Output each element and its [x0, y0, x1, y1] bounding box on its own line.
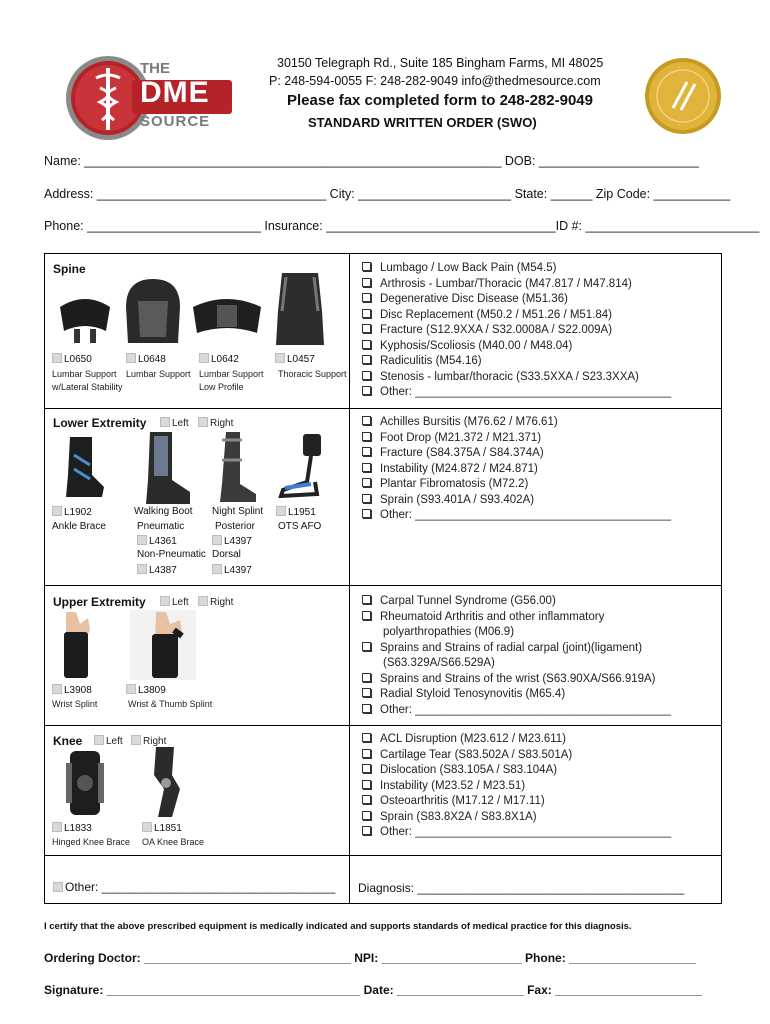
spine-diagnosis-label: Degenerative Disc Disease (M51.36): [380, 293, 568, 305]
lower-item-afo-desc: OTS AFO: [278, 521, 322, 532]
oa-knee-brace-image: [142, 745, 186, 819]
spine-item-l0457[interactable]: L0457: [275, 353, 315, 365]
lower-diagnosis-item[interactable]: [362, 415, 671, 431]
accreditation-seal-icon: [643, 56, 723, 136]
spine-diagnosis-label: Fracture (S12.9XXA / S32.0008A / S22.009A): [380, 324, 613, 336]
lower-left-option[interactable]: Left: [160, 417, 189, 429]
upper-right-checkbox[interactable]: [198, 596, 208, 606]
l0642-checkbox[interactable]: [199, 353, 209, 363]
l3908-checkbox[interactable]: [52, 684, 62, 694]
lower-diagnosis-label: Instability (M24.872 / M24.871): [380, 462, 538, 475]
lower-diagnosis-item[interactable]: [362, 446, 671, 462]
diagnosis-field[interactable]: Diagnosis: ________________________________________: [358, 881, 685, 895]
spine-diagnosis-item[interactable]: [362, 261, 671, 277]
night-splint-dorsal-label: Dorsal: [212, 549, 241, 560]
upper-diagnosis-checkbox[interactable]: [362, 673, 371, 682]
knee-right-option[interactable]: Right: [131, 735, 166, 747]
lower-diagnosis-label: Sprain (S93.401A / S93.402A): [380, 493, 535, 506]
upper-extremity-title: Upper Extremity: [53, 595, 146, 609]
upper-left-option[interactable]: Left: [160, 596, 189, 608]
knee-right-checkbox[interactable]: [131, 735, 141, 745]
spine-diagnosis-label: Other: ________________________________________: [380, 386, 671, 398]
lower-diagnosis-item[interactable]: [362, 462, 671, 478]
knee-item-l1851[interactable]: L1851: [142, 822, 182, 834]
grid-divider-upper: [44, 725, 722, 726]
spine-diagnosis-label: Kyphosis/Scoliosis (M40.00 / M48.04): [380, 339, 573, 352]
knee-diagnosis-label: Osteoarthritis (M17.12 / M17.11): [380, 795, 545, 807]
spine-diagnosis-list: [362, 261, 671, 401]
spine-diagnosis-checkbox[interactable]: [362, 324, 371, 333]
knee-item-l1833-desc: Hinged Knee Brace: [52, 837, 131, 847]
spine-diagnosis-checkbox[interactable]: [362, 355, 371, 364]
knee-diagnosis-label: Cartilage Tear (S83.502A / S83.501A): [380, 748, 573, 761]
knee-diagnosis-label: Other: ________________________________________: [380, 826, 671, 838]
lower-diagnosis-list: [362, 415, 671, 524]
upper-item-l3809-desc: Wrist & Thumb Splint: [128, 699, 213, 709]
lumbar-support-lateral-image: [56, 287, 114, 345]
lower-diagnosis-label: Fracture (S84.375A / S84.374A): [380, 447, 544, 459]
upper-diagnosis-label: Rheumatoid Arthritis and other inflammatory: [380, 610, 605, 623]
spine-item-l0457-desc: Thoracic Support: [278, 369, 347, 379]
knee-diagnosis-item[interactable]: [362, 794, 671, 810]
thoracic-support-image: [272, 271, 328, 347]
grid-divider-spine: [44, 408, 722, 409]
ordering-doctor-row[interactable]: Ordering Doctor: _______________________________ NPI: _____________________ Phone: ___________________: [44, 951, 696, 965]
walking-boot-nonpneumatic-label: Non-Pneumatic: [137, 549, 206, 560]
upper-diagnosis-label: Other: ________________________________________: [380, 703, 671, 716]
spine-diagnosis-item[interactable]: [362, 308, 671, 324]
lower-item-ankle-desc: Ankle Brace: [52, 521, 106, 532]
lower-diagnosis-label: Achilles Bursitis (M76.62 / M76.61): [380, 416, 558, 428]
spine-diagnosis-label: Stenosis - lumbar/thoracic (S33.5XXA / S23.3XXA): [380, 370, 639, 383]
spine-diagnosis-item[interactable]: [362, 339, 671, 355]
signature-row[interactable]: Signature: ______________________________________ Date: ___________________ Fax: ______________________: [44, 983, 702, 997]
other-equipment-field[interactable]: Other: ___________________________________: [53, 880, 335, 894]
lower-diagnosis-label: Other: ________________________________________: [380, 509, 671, 521]
l4397-dorsal-checkbox[interactable]: [212, 564, 222, 574]
spine-diagnosis-checkbox[interactable]: [362, 309, 371, 318]
company-address: 30150 Telegraph Rd., Suite 185 Bingham Farms, MI 48025: [277, 56, 604, 70]
lower-diagnosis-label: Plantar Fibromatosis (M72.2): [380, 478, 529, 490]
upper-diagnosis-list: [362, 594, 671, 718]
company-contact: P: 248-594-0055 F: 248-282-9049 info@thedmesource.com: [269, 74, 601, 88]
lower-right-checkbox[interactable]: [198, 417, 208, 427]
lower-diagnosis-item[interactable]: [362, 493, 671, 509]
knee-diagnosis-label: Instability (M23.52 / M23.51): [380, 779, 526, 792]
lumbar-support-low-profile-image: [191, 293, 263, 341]
night-splint-image: [212, 430, 258, 504]
spine-item-l0642[interactable]: L0642: [199, 353, 239, 365]
upper-diagnosis-checkbox[interactable]: [362, 595, 371, 604]
knee-diagnosis-label: Sprain (S83.8X2A / S83.8X1A): [380, 810, 537, 823]
spine-diagnosis-item[interactable]: [362, 354, 671, 370]
knee-diagnosis-checkbox[interactable]: [362, 733, 371, 742]
knee-diagnosis-checkbox[interactable]: [362, 811, 371, 820]
night-splint-title: Night Splint: [212, 506, 264, 517]
knee-diagnosis-checkbox[interactable]: [362, 780, 371, 789]
logo-text-source: SOURCE: [140, 113, 211, 130]
lower-right-option[interactable]: Right: [198, 417, 233, 429]
knee-item-l1851-desc: OA Knee Brace: [142, 837, 205, 847]
upper-diagnosis-item[interactable]: [362, 672, 671, 688]
lower-item-l1902[interactable]: L1902: [52, 506, 92, 518]
spine-diagnosis-checkbox[interactable]: [362, 262, 371, 271]
other-checkbox[interactable]: [53, 882, 63, 892]
upper-right-option[interactable]: Right: [198, 596, 233, 608]
upper-diagnosis-item[interactable]: [362, 687, 671, 703]
spine-diagnosis-label: Disc Replacement (M50.2 / M51.26 / M51.84): [380, 308, 613, 321]
ankle-brace-image: [62, 435, 106, 499]
wrist-thumb-splint-image: [130, 610, 196, 680]
walking-boot-pneumatic-label: Pneumatic: [137, 521, 185, 532]
upper-diagnosis-label: Carpal Tunnel Syndrome (G56.00): [380, 595, 556, 607]
upper-item-l3809[interactable]: L3809: [126, 684, 166, 696]
spine-diagnosis-label: Lumbago / Low Back Pain (M54.5): [380, 262, 557, 274]
l3809-checkbox[interactable]: [126, 684, 136, 694]
upper-diagnosis-item: [362, 625, 671, 641]
upper-diagnosis-label: Radial Styloid Tenosynovitis (M65.4): [380, 688, 566, 700]
upper-item-l3908-desc: Wrist Splint: [52, 699, 98, 709]
spine-item-l0650[interactable]: L0650: [52, 353, 92, 365]
spine-diagnosis-label: Radiculitis (M54.16): [380, 355, 482, 367]
l1851-checkbox[interactable]: [142, 822, 152, 832]
spine-item-l0642-desc: Lumbar Support Low Profile: [199, 369, 264, 392]
upper-diagnosis-item[interactable]: [362, 703, 671, 719]
knee-diagnosis-item[interactable]: [362, 825, 671, 841]
lumbar-support-image: [118, 277, 188, 345]
knee-diagnosis-list: [362, 732, 671, 841]
spine-diagnosis-item[interactable]: [362, 277, 671, 293]
lower-item-l4397-posterior[interactable]: L4397: [212, 535, 252, 547]
upper-diagnosis-checkbox[interactable]: [362, 611, 371, 620]
lower-item-l4397-dorsal[interactable]: L4397: [212, 564, 252, 576]
lower-diagnosis-checkbox[interactable]: [362, 416, 371, 425]
knee-diagnosis-item[interactable]: [362, 748, 671, 764]
knee-diagnosis-checkbox[interactable]: [362, 795, 371, 804]
spine-diagnosis-checkbox[interactable]: [362, 386, 371, 395]
knee-diagnosis-checkbox[interactable]: [362, 749, 371, 758]
upper-diagnosis-checkbox[interactable]: [362, 642, 371, 651]
lower-item-l4387[interactable]: L4387: [137, 564, 177, 576]
spine-diagnosis-checkbox[interactable]: [362, 293, 371, 302]
spine-item-l0650-desc: Lumbar Support w/Lateral Stability: [52, 369, 123, 392]
grid-divider-vertical: [349, 253, 350, 904]
upper-diagnosis-checkbox[interactable]: [362, 688, 371, 697]
upper-item-l3908[interactable]: L3908: [52, 684, 92, 696]
knee-diagnosis-item[interactable]: [362, 810, 671, 826]
lower-diagnosis-checkbox[interactable]: [362, 494, 371, 503]
l4397-posterior-checkbox[interactable]: [212, 535, 222, 545]
lower-diagnosis-item[interactable]: [362, 508, 671, 524]
knee-section-title: Knee: [53, 734, 83, 748]
upper-left-checkbox[interactable]: [160, 596, 170, 606]
knee-diagnosis-checkbox[interactable]: [362, 764, 371, 773]
spine-diagnosis-checkbox[interactable]: [362, 340, 371, 349]
wrist-splint-image: [56, 610, 96, 680]
knee-left-option[interactable]: Left: [94, 735, 123, 747]
upper-diagnosis-item[interactable]: [362, 610, 671, 626]
logo-text-the: THE: [140, 60, 170, 77]
upper-diagnosis-checkbox[interactable]: [362, 704, 371, 713]
lower-diagnosis-item[interactable]: [362, 431, 671, 447]
night-splint-posterior-label: Posterior: [215, 521, 256, 532]
lower-item-l4361[interactable]: L4361: [137, 535, 177, 547]
l0457-checkbox[interactable]: [275, 353, 285, 363]
spine-item-l0648-desc: Lumbar Support: [126, 369, 191, 379]
knee-item-l1833[interactable]: L1833: [52, 822, 92, 834]
upper-diagnosis-label: (S63.329A/S66.529A): [383, 657, 495, 669]
upper-diagnosis-label: polyarthropathies (M06.9): [383, 626, 515, 638]
lower-diagnosis-checkbox[interactable]: [362, 509, 371, 518]
l4361-checkbox[interactable]: [137, 535, 147, 545]
knee-diagnosis-label: Dislocation (S83.105A / S83.104A): [380, 764, 558, 776]
spine-diagnosis-item[interactable]: [362, 385, 671, 401]
lower-diagnosis-checkbox[interactable]: [362, 447, 371, 456]
fax-instruction: Please fax completed form to 248-282-9049: [287, 92, 593, 109]
ots-afo-image: [277, 432, 327, 498]
spine-diagnosis-checkbox[interactable]: [362, 278, 371, 287]
spine-diagnosis-label: Arthrosis - Lumbar/Thoracic (M47.817 / M47.814): [380, 277, 632, 290]
spine-diagnosis-item[interactable]: [362, 370, 671, 386]
spine-diagnosis-checkbox[interactable]: [362, 371, 371, 380]
knee-diagnosis-label: ACL Disruption (M23.612 / M23.611): [380, 733, 567, 745]
upper-diagnosis-item[interactable]: [362, 641, 671, 657]
patient-address-field[interactable]: Address: _________________________________ City: ______________________ State: ______ Zip Code: ___________: [44, 187, 731, 201]
logo-text-dme: DME: [140, 76, 210, 109]
upper-diagnosis-label: Sprains and Strains of radial carpal (joint)(ligament): [380, 641, 643, 654]
l0648-checkbox[interactable]: [126, 353, 136, 363]
certification-statement: I certify that the above prescribed equipment is medically indicated and supports standards of medical practice for this diagnosis.: [44, 921, 632, 932]
lower-diagnosis-checkbox[interactable]: [362, 463, 371, 472]
lower-diagnosis-label: Foot Drop (M21.372 / M21.371): [380, 431, 542, 444]
grid-divider-lower: [44, 585, 722, 586]
lower-extremity-title: Lower Extremity: [53, 416, 147, 430]
lower-item-l1951[interactable]: L1951: [276, 506, 316, 518]
patient-phone-insurance-field[interactable]: Phone: _________________________ Insurance: _________________________________ID #: _________________________: [44, 219, 760, 233]
knee-diagnosis-item[interactable]: [362, 763, 671, 779]
upper-diagnosis-item[interactable]: [362, 594, 671, 610]
lower-diagnosis-checkbox[interactable]: [362, 478, 371, 487]
walking-boot-title: Walking Boot: [134, 506, 193, 517]
knee-diagnosis-checkbox[interactable]: [362, 826, 371, 835]
l1833-checkbox[interactable]: [52, 822, 62, 832]
knee-diagnosis-item[interactable]: [362, 779, 671, 795]
l0650-checkbox[interactable]: [52, 353, 62, 363]
knee-left-checkbox[interactable]: [94, 735, 104, 745]
walking-boot-image: [138, 430, 192, 506]
lower-diagnosis-checkbox[interactable]: [362, 432, 371, 441]
knee-diagnosis-item[interactable]: [362, 732, 671, 748]
lower-diagnosis-item[interactable]: [362, 477, 671, 493]
spine-section-title: Spine: [53, 262, 86, 276]
spine-diagnosis-item[interactable]: [362, 323, 671, 339]
l4387-checkbox[interactable]: [137, 564, 147, 574]
grid-divider-knee: [44, 855, 722, 856]
spine-diagnosis-item[interactable]: [362, 292, 671, 308]
patient-name-dob-field[interactable]: Name: ____________________________________________________________ DOB: _______________________: [44, 154, 699, 168]
company-logo: [60, 54, 235, 144]
form-title: STANDARD WRITTEN ORDER (SWO): [308, 115, 537, 130]
upper-diagnosis-label: Sprains and Strains of the wrist (S63.90XA/S66.919A): [380, 672, 656, 685]
lower-left-checkbox[interactable]: [160, 417, 170, 427]
hinged-knee-brace-image: [64, 749, 106, 817]
upper-diagnosis-item: [362, 656, 671, 672]
l1902-checkbox[interactable]: [52, 506, 62, 516]
l1951-checkbox[interactable]: [276, 506, 286, 516]
spine-item-l0648[interactable]: L0648: [126, 353, 166, 365]
